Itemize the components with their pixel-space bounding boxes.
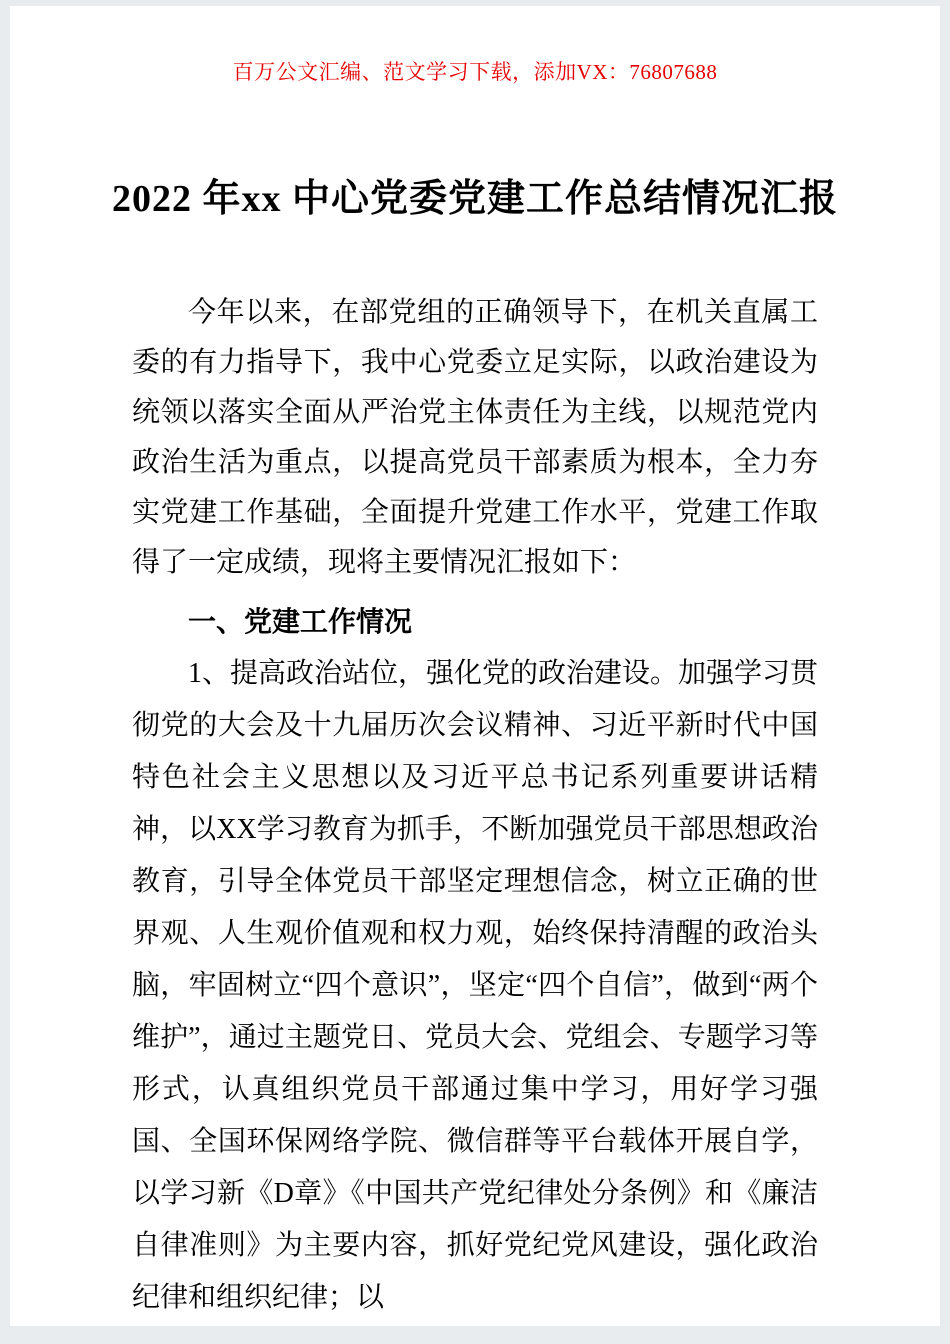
header-notice-text: 百万公文汇编、范文学习下载，添加VX：76807688 bbox=[232, 60, 718, 84]
section-heading-1: 一、党建工作情况 bbox=[188, 606, 413, 637]
paragraph-intro: 今年以来，在部党组的正确领导下，在机关直属工委的有力指导下，我中心党委立足实际，以政治建设为统领以落实全面从严治党主体责任为主线，以规范党内政治生活为重点，以提高党员干部素质为根本，全力夯实党建工作基础，全面提升党建工作水平，党建工作取得了一定成绩，现将主要情况汇报如下： bbox=[132, 297, 818, 578]
document-page bbox=[10, 6, 940, 1326]
paragraph-section-1: 1、提高政治站位，强化党的政治建设。加强学习贯彻党的大会及十九届历次会议精神、习近平新时代中国特色社会主义思想以及习近平总书记系列重要讲话精神，以XX学习教育为抓手，不断加强党员干部思想政治教育，引导全体党员干部坚定理想信念，树立正确的世界观、人生观价值观和权力观，始终保持清醒的政治头脑，牢固树立“四个意识”，坚定“四个自信”，做到“两个维护”，通过主题党日、党员大会、党组会、专题学习等形式，认真组织党员干部通过集中学习，用好学习强国、全国环保网络学院、微信群等平台载体开展自学，以学习新《D章》《中国共产党纪律处分条例》和《廉洁自律准则》为主要内容，抓好党纪党风建设，强化政治纪律和组织纪律；以 bbox=[132, 658, 819, 1313]
document-title: 2022 年xx 中心党委党建工作总结情况汇报 bbox=[111, 178, 838, 220]
document-body bbox=[10, 288, 940, 1324]
